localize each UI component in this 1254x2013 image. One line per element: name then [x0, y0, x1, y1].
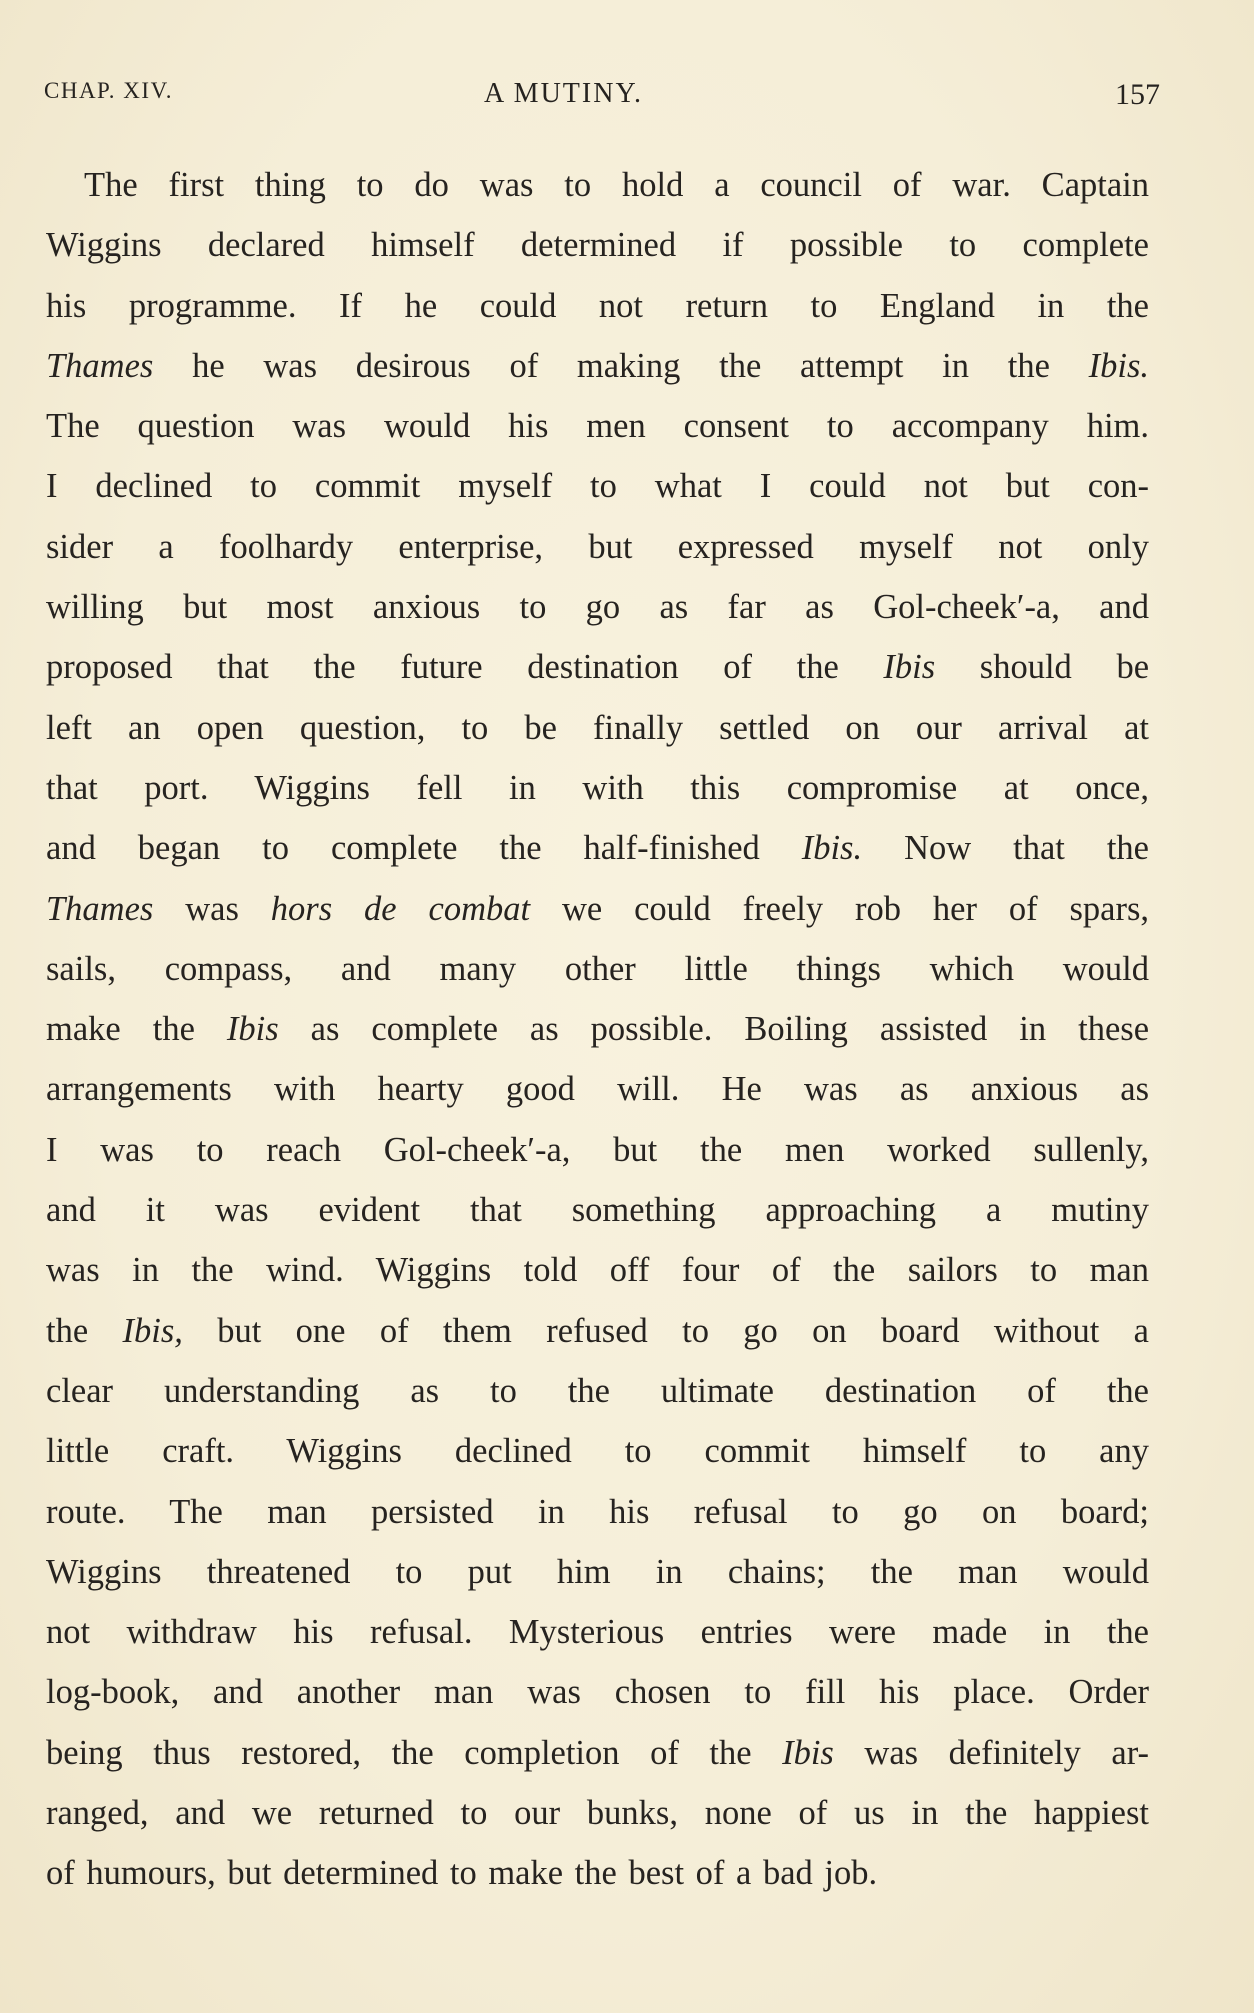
text-run: clear understanding as to the ultimate destination of the [46, 1371, 1149, 1410]
page-number: 157 [1115, 78, 1160, 111]
text-run: sails, compass, and many other little things which would [46, 949, 1149, 988]
text-run: and began to complete the half-finished [46, 829, 802, 868]
text-line [46, 1421, 1149, 1481]
text-run: left an open question, to be finally settled on our arrival at [46, 708, 1149, 747]
text-line [46, 758, 1149, 818]
italic-text: Ibis [782, 1733, 834, 1772]
italic-text: Ibis. [801, 829, 863, 868]
text-run: Wiggins declared himself determined if possible to complete [46, 226, 1149, 265]
text-run: should be [935, 648, 1150, 687]
running-header [44, 78, 1160, 118]
text-line [46, 1120, 1149, 1180]
text-run: proposed that the future destination of the [46, 648, 884, 687]
text-run: we could freely rob her of spars, [530, 889, 1149, 928]
italic-text: Thames [46, 346, 154, 385]
text-line [46, 276, 1149, 336]
text-run: as complete as possible. Boiling assisted in these [278, 1010, 1150, 1049]
text-line [46, 456, 1149, 516]
italic-text: Ibis. [1088, 346, 1149, 385]
text-line [46, 1059, 1149, 1119]
text-run: The question was would his men consent to accompany him. [46, 407, 1149, 446]
text-run: make the [46, 1010, 227, 1049]
text-run: being thus restored, the completion of the [46, 1733, 783, 1772]
text-run: little craft. Wiggins declined to commit himself to any [46, 1432, 1149, 1471]
text-line [46, 637, 1149, 697]
text-line [46, 1180, 1149, 1240]
text-run: of humours, but determined to make the best of a bad job. [46, 1854, 878, 1893]
text-line [46, 215, 1149, 275]
text-line [46, 1361, 1149, 1421]
text-run: the [46, 1311, 123, 1350]
text-line [46, 1843, 1149, 1903]
text-run: his programme. If he could not return to England in the [46, 286, 1149, 325]
text-line [46, 336, 1149, 396]
text-run: Now that the [862, 829, 1149, 868]
text-run: and it was evident that something approaching a mutiny [46, 1191, 1149, 1230]
text-run: sider a foolhardy enterprise, but expressed myself not only [46, 527, 1149, 566]
text-run: that port. Wiggins fell in with this compromise at once, [46, 768, 1149, 807]
text-run: arrangements with hearty good will. He was as anxious as [46, 1070, 1149, 1109]
text-run: willing but most anxious to go as far as Gol-cheek′-a, and [46, 588, 1149, 627]
text-run: was in the wind. Wiggins told off four of the sailors to man [46, 1251, 1149, 1290]
text-line [46, 1301, 1149, 1361]
italic-text: Thames [46, 889, 154, 928]
italic-text: hors de combat [270, 889, 531, 928]
text-line [46, 155, 1149, 215]
text-line [46, 1783, 1149, 1843]
body-paragraph [46, 155, 1149, 1904]
text-run: Wiggins threatened to put him in chains; the man would [46, 1552, 1149, 1591]
text-line [46, 1723, 1149, 1783]
text-run: was definitely ar- [833, 1733, 1149, 1772]
text-run: was [153, 889, 271, 928]
text-line [46, 577, 1149, 637]
text-line [46, 698, 1149, 758]
text-line [46, 1542, 1149, 1602]
text-run: I was to reach Gol-cheek′-a, but the men worked sullenly, [46, 1130, 1149, 1169]
italic-text: Ibis [883, 648, 936, 687]
text-run: he was desirous of making the attempt in the [153, 346, 1089, 385]
text-run: route. The man persisted in his refusal to go on board; [46, 1492, 1149, 1531]
text-line [46, 818, 1149, 878]
text-run: not withdraw his refusal. Mysterious entries were made in the [46, 1613, 1149, 1652]
italic-text: Ibis [226, 1010, 279, 1049]
text-run: I declined to commit myself to what I could not but con- [46, 467, 1149, 506]
text-line [46, 999, 1149, 1059]
text-run: log-book, and another man was chosen to fill his place. Order [46, 1673, 1149, 1712]
text-line [46, 1662, 1149, 1722]
text-run: but one of them refused to go on board without a [182, 1311, 1149, 1350]
text-run: ranged, and we returned to our bunks, none of us in the happiest [46, 1794, 1149, 1833]
chapter-label: CHAP. XIV. [44, 78, 173, 103]
text-run: The first thing to do was to hold a council of war. Captain [84, 166, 1149, 204]
text-line [46, 879, 1149, 939]
text-line [46, 1602, 1149, 1662]
text-line [46, 1240, 1149, 1300]
text-line [46, 1482, 1149, 1542]
text-line [46, 517, 1149, 577]
italic-text: Ibis, [122, 1311, 183, 1350]
text-line [46, 939, 1149, 999]
chapter-title: A MUTINY. [484, 78, 644, 109]
text-line [46, 396, 1149, 456]
